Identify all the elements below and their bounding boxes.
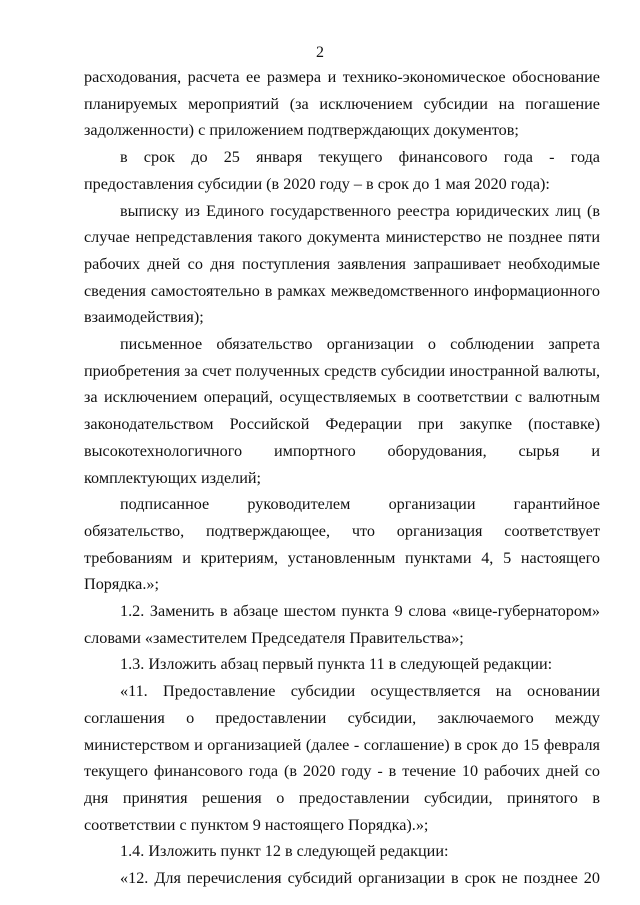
paragraph-item-1-4: 1.4. Изложить пункт 12 в следующей редакции: — [120, 842, 449, 861]
paragraph-item-1-2: 1.2. Заменить в абзаце шестом пункта 9 слова «вице-губернатором» словами «заместителем Председателя Правительства»; — [84, 602, 600, 647]
paragraph-clause-11: «11. Предоставление субсидии осуществляется на основании соглашения о предоставлении субсидии, заключаемого между министерством и организацией (далее - соглашение) в срок до 15 февраля текущего финансового года (в 2020 году - в течение 10 рабочих дней со дня принятия решения о предоставлении субсидии, принятого в соответствии с пунктом 9 настоящего Порядка).»; — [84, 682, 600, 834]
paragraph-currency-obligation: письменное обязательство организации о соблюдении запрета приобретения за счет полученных средств субсидии иностранной валюты, за исключением операций, осуществляемых в соответствии с валютным законодательством Российской Федерации при закупке (поставке) высокотехнологичного импортного оборудования, сырья и комплектующих изделий; — [84, 335, 600, 487]
document-body — [84, 64, 600, 892]
paragraph-clause-12: «12. Для перечисления субсидий организации в срок не позднее 20 — [120, 869, 600, 888]
paragraph-register-extract: выписку из Единого государственного реестра юридических лиц (в случае непредставления такого документа министерство не позднее пяти рабочих дней со дня поступления заявления запрашивает необходимые сведения самостоятельно в рамках межведомственного информационного взаимодействия); — [84, 201, 600, 327]
paragraph-item-1-3: 1.3. Изложить абзац первый пункта 11 в следующей редакции: — [120, 655, 553, 674]
paragraph-expenses-justification: расходования, расчета ее размера и технико-экономическое обоснование планируемых мероприятий (за исключением субсидии на погашение задолженности) с приложением подтверждающих документов; — [84, 68, 600, 140]
paragraph-guarantee-obligation: подписанное руководителем организации гарантийное обязательство, подтверждающее, что организация соответствует требованиям и критериям, установленным пунктами 4, 5 настоящего Порядка.»; — [84, 495, 600, 594]
page-number: 2 — [316, 44, 324, 61]
paragraph-deadline-january: в срок до 25 января текущего финансового года - года предоставления субсидии (в 2020 году – в срок до 1 мая 2020 года): — [84, 148, 600, 193]
